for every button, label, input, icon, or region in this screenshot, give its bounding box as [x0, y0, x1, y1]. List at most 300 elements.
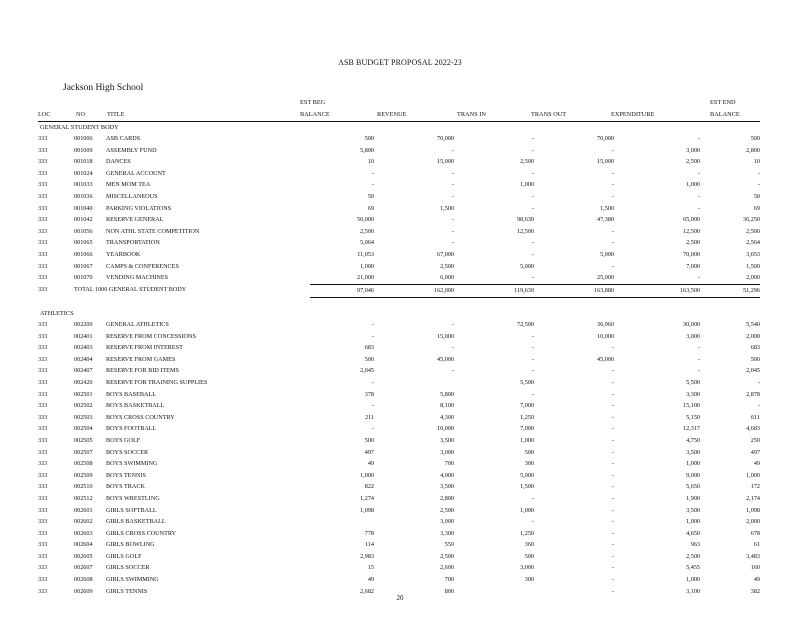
- cell-est-end-balance: -: [757, 378, 760, 386]
- cell-trans-out: -: [611, 413, 614, 421]
- cell-expenditure: 15,100: [682, 402, 700, 410]
- col-no-header: NO: [76, 111, 86, 118]
- cell-trans-out: 1,500: [600, 204, 614, 212]
- cell-est-beg-balance: 5,800: [360, 146, 374, 154]
- cell-expenditure: -: [697, 274, 700, 282]
- col-trans-out-header: TRANS OUT: [531, 111, 567, 118]
- total-expenditure: 163,500: [614, 284, 700, 296]
- col-est-end-header-line1: EST END: [710, 99, 736, 106]
- cell-revenue: 45,000: [436, 355, 454, 363]
- cell-account-no: 001040: [74, 204, 93, 212]
- cell-trans-out: 10,000: [596, 332, 614, 340]
- cell-loc: 333: [38, 321, 48, 328]
- cell-loc: 333: [38, 181, 48, 189]
- cell-expenditure: 3,000: [686, 146, 700, 154]
- cell-title: PARKING VIOLATIONS: [106, 204, 172, 212]
- cell-expenditure: 963: [690, 541, 700, 549]
- cell-est-end-balance: 50: [753, 192, 760, 200]
- cell-expenditure: 3,500: [686, 506, 700, 514]
- cell-revenue: 3,500: [440, 436, 454, 444]
- cell-account-no: 002200: [74, 321, 93, 328]
- cell-est-end-balance: 2,000: [746, 332, 760, 340]
- cell-trans-in: -: [531, 239, 534, 247]
- cell-est-beg-balance: 1,098: [360, 506, 374, 514]
- cell-title: RESERVE FROM GAMES: [106, 355, 176, 363]
- cell-est-beg-balance: 500: [364, 135, 374, 142]
- cell-est-beg-balance: 49: [367, 576, 374, 584]
- cell-account-no: 002501: [74, 390, 93, 398]
- cell-account-no: 002604: [74, 541, 93, 549]
- cell-account-no: 002601: [74, 506, 93, 514]
- cell-est-beg-balance: 2,045: [360, 367, 374, 375]
- cell-trans-out: 25,000: [596, 274, 614, 282]
- cell-title: BOYS WRESTLING: [106, 494, 160, 502]
- table-row: [38, 551, 760, 563]
- cell-revenue: -: [451, 227, 454, 235]
- table-row: [38, 400, 760, 412]
- cell-title: MEN MOM TEA: [106, 181, 151, 189]
- table-row: [38, 481, 760, 493]
- cell-loc: 333: [38, 146, 48, 154]
- cell-revenue: [374, 377, 454, 389]
- cell-revenue: 3,000: [440, 448, 454, 456]
- cell-expenditure: -: [697, 204, 700, 212]
- table-row: [38, 423, 760, 435]
- col-title-header: TITLE: [107, 111, 125, 118]
- cell-trans-in: 2,500: [520, 158, 534, 166]
- cell-loc: 333: [38, 413, 48, 421]
- cell-trans-out: -: [611, 169, 614, 177]
- cell-revenue: 5,800: [440, 390, 454, 398]
- cell-account-no: 002404: [74, 355, 93, 363]
- table-row: [38, 156, 760, 168]
- cell-trans-in: 1,250: [520, 413, 534, 421]
- cell-account-no: 002507: [74, 448, 93, 456]
- cell-revenue: -: [451, 321, 454, 328]
- cell-est-end-balance: 1,098: [746, 506, 760, 514]
- header-rule: [38, 121, 760, 122]
- athletics-table: [38, 319, 760, 597]
- table-row: [38, 412, 760, 424]
- cell-loc: 333: [38, 460, 48, 468]
- cell-revenue: 15,000: [436, 332, 454, 340]
- cell-trans-out: -: [611, 239, 614, 247]
- table-row: [38, 389, 760, 401]
- cell-title: RESERVE FOR TRAINING SUPPLIES: [106, 378, 208, 386]
- cell-trans-in: 1,250: [520, 529, 534, 537]
- col-expenditure-header: EXPENDITURE: [611, 111, 655, 118]
- table-row: [38, 226, 760, 238]
- cell-account-no: 001070: [74, 274, 93, 282]
- table-row: [38, 447, 760, 459]
- cell-title: BOYS SWIMMING: [106, 460, 158, 468]
- cell-trans-out: -: [611, 564, 614, 572]
- cell-trans-out: -: [611, 518, 614, 526]
- cell-loc: 333: [38, 216, 48, 224]
- cell-expenditure: 1,900: [686, 494, 700, 502]
- cell-title: GIRLS SWIMMING: [106, 576, 159, 584]
- cell-revenue: 1,500: [440, 204, 454, 212]
- cell-title: TRANSPORTATION: [106, 239, 160, 247]
- cell-expenditure: 3,100: [686, 587, 700, 595]
- table-row: [38, 133, 760, 145]
- cell-est-end-balance: 2,500: [746, 227, 760, 235]
- cell-trans-in: 5,000: [520, 471, 534, 479]
- cell-loc: 333: [38, 518, 48, 526]
- cell-loc: 333: [38, 494, 48, 502]
- cell-revenue: 2,500: [440, 552, 454, 560]
- col-est-beg-header-line2: BALANCE: [300, 111, 330, 118]
- cell-est-end-balance: 3,483: [746, 552, 760, 560]
- cell-trans-out: -: [611, 494, 614, 502]
- cell-expenditure: -: [697, 367, 700, 375]
- cell-trans-out: -: [611, 541, 614, 549]
- cell-revenue: 700: [444, 460, 454, 468]
- cell-title: BOYS BASEBALL: [106, 390, 157, 398]
- cell-loc: 333: [38, 436, 48, 444]
- table-row: [38, 272, 760, 284]
- cell-est-beg-balance: 778: [364, 529, 374, 537]
- cell-trans-in: 98,630: [516, 216, 534, 224]
- cell-loc: 333: [38, 552, 48, 560]
- cell-expenditure: 5,150: [686, 413, 700, 421]
- cell-title: BOYS TRACK: [106, 483, 145, 491]
- cell-loc: 333: [38, 576, 48, 584]
- cell-title: ASB CARDS: [106, 135, 141, 142]
- cell-account-no: 002508: [74, 460, 93, 468]
- cell-account-no: 002510: [74, 483, 93, 491]
- general-student-body-table: [38, 133, 760, 296]
- table-row: [38, 354, 760, 366]
- cell-trans-out: -: [611, 483, 614, 491]
- table-row: [38, 214, 760, 226]
- cell-est-beg-balance: 2,500: [360, 227, 374, 235]
- cell-account-no: 002512: [74, 494, 93, 502]
- cell-account-no: 002605: [74, 552, 93, 560]
- table-row: [38, 528, 760, 540]
- cell-est-end-balance: 160: [750, 564, 760, 572]
- cell-expenditure: 2,500: [686, 158, 700, 166]
- cell-loc: 333: [38, 158, 48, 166]
- cell-est-end-balance: 69: [753, 204, 760, 212]
- cell-loc: 333: [38, 587, 48, 595]
- cell-trans-in: -: [531, 135, 534, 142]
- cell-est-beg-balance: -: [371, 181, 374, 189]
- table-row: [38, 493, 760, 505]
- cell-trans-out: -: [611, 471, 614, 479]
- cell-account-no: 002504: [74, 425, 93, 433]
- section-heading-general: GENERAL STUDENT BODY: [40, 124, 119, 131]
- cell-trans-in: 5,000: [520, 262, 534, 270]
- cell-trans-in: 360: [524, 541, 534, 549]
- cell-loc: 333: [38, 355, 48, 363]
- cell-revenue: -: [451, 181, 454, 189]
- cell-account-no: 001009: [74, 146, 93, 154]
- cell-revenue: 3,300: [440, 529, 454, 537]
- cell-est-beg-balance: -: [371, 321, 374, 328]
- table-row: [38, 377, 760, 389]
- cell-expenditure: 1,000: [686, 460, 700, 468]
- cell-trans-out: -: [611, 436, 614, 444]
- cell-title: RESERVE FROM INTEREST: [106, 344, 183, 352]
- cell-revenue: 3,500: [440, 483, 454, 491]
- cell-loc: 333: [38, 564, 48, 572]
- cell-est-end-balance: 2,564: [746, 239, 760, 247]
- cell-trans-out: -: [611, 192, 614, 200]
- total-label: TOTAL 1000 GENERAL STUDENT BODY: [74, 286, 187, 294]
- cell-title: GENERAL ATHLETICS: [106, 321, 169, 328]
- cell-est-end-balance: 611: [750, 413, 760, 421]
- cell-trans-out: 45,000: [596, 355, 614, 363]
- cell-account-no: 001018: [74, 158, 93, 166]
- cell-title: BOYS BASKETBALL: [106, 402, 165, 410]
- cell-loc: 333: [38, 274, 48, 282]
- cell-trans-in: 500: [524, 552, 534, 560]
- cell-trans-out: 47,380: [596, 216, 614, 224]
- school-name: Jackson High School: [63, 83, 144, 93]
- cell-est-end-balance: 4,683: [746, 425, 760, 433]
- table-row: [38, 168, 760, 180]
- cell-account-no: 001006: [74, 135, 93, 142]
- cell-account-no: 001066: [74, 250, 93, 258]
- cell-trans-out: -: [611, 587, 614, 595]
- cell-trans-in: 1,000: [520, 506, 534, 514]
- total-bottom-rule: [310, 297, 760, 298]
- cell-expenditure: 5,455: [686, 564, 700, 572]
- cell-loc: 333: [38, 506, 48, 514]
- cell-est-end-balance: 1,000: [746, 471, 760, 479]
- cell-account-no: 001024: [74, 169, 93, 177]
- cell-trans-in: -: [531, 169, 534, 177]
- cell-expenditure: 9,000: [686, 471, 700, 479]
- cell-loc: 333: [38, 204, 48, 212]
- cell-trans-out: -: [611, 181, 614, 189]
- cell-trans-out: -: [611, 262, 614, 270]
- col-trans-in-header: TRANS IN: [457, 111, 486, 118]
- cell-loc: 333: [38, 192, 48, 200]
- cell-trans-out: -: [611, 227, 614, 235]
- cell-trans-out: 5,000: [600, 250, 614, 258]
- cell-est-beg-balance: -: [371, 402, 374, 410]
- cell-account-no: 002420: [74, 378, 93, 386]
- cell-trans-in: -: [531, 204, 534, 212]
- cell-trans-in: -: [531, 192, 534, 200]
- cell-title: BOYS CROSS COUNTRY: [106, 413, 175, 421]
- report-title: ASB BUDGET PROPOSAL 2022-23: [338, 58, 462, 67]
- total-est-beg-balance: 97,046: [310, 284, 374, 296]
- cell-revenue: 800: [444, 587, 454, 595]
- cell-est-beg-balance: 10: [367, 158, 374, 166]
- cell-loc: 333: [38, 402, 48, 410]
- cell-loc: 333: [38, 425, 48, 433]
- cell-expenditure: -: [697, 344, 700, 352]
- cell-loc: 333: [38, 390, 48, 398]
- cell-trans-in: 5,500: [520, 378, 534, 386]
- cell-est-beg-balance: 15: [367, 564, 374, 572]
- cell-expenditure: 65,000: [682, 216, 700, 224]
- cell-est-beg-balance: -: [371, 378, 374, 386]
- cell-loc: 333: [38, 262, 48, 270]
- col-est-end-header-line2: BALANCE: [710, 111, 740, 118]
- col-revenue-header: REVENUE: [377, 111, 407, 118]
- cell-est-beg-balance: 50: [367, 192, 374, 200]
- cell-revenue: 70,000: [436, 135, 454, 142]
- cell-revenue: 67,000: [436, 250, 454, 258]
- cell-trans-out: -: [611, 460, 614, 468]
- cell-est-beg-balance: 50,000: [356, 216, 374, 224]
- cell-trans-in: -: [531, 344, 534, 352]
- cell-account-no: 002609: [74, 587, 93, 595]
- cell-est-end-balance: 2,045: [746, 367, 760, 375]
- cell-est-beg-balance: 1,000: [360, 471, 374, 479]
- cell-loc: 333: [38, 286, 48, 294]
- cell-expenditure: 4,650: [686, 529, 700, 537]
- cell-title: BOYS GOLF: [106, 436, 141, 444]
- cell-loc: 333: [38, 529, 48, 537]
- cell-account-no: 001056: [74, 227, 93, 235]
- table-row: [38, 365, 760, 377]
- cell-est-end-balance: -: [757, 402, 760, 410]
- table-row: [38, 562, 760, 574]
- cell-account-no: 002509: [74, 471, 93, 479]
- table-row: [38, 331, 760, 343]
- cell-title: RESERVE GENERAL: [106, 216, 164, 224]
- table-row: [38, 505, 760, 517]
- cell-loc: 333: [38, 471, 48, 479]
- cell-revenue: 8,100: [440, 402, 454, 410]
- total-trans-out: 163,880: [534, 284, 614, 296]
- cell-trans-in: 300: [524, 576, 534, 584]
- cell-est-end-balance: 382: [750, 587, 760, 595]
- table-row: [38, 516, 760, 528]
- cell-title: RESERVE FOR BID ITEMS: [106, 367, 179, 375]
- cell-est-end-balance: 2,174: [746, 494, 760, 502]
- cell-title: GIRLS BASKETBALL: [106, 518, 166, 526]
- cell-revenue: 700: [444, 576, 454, 584]
- cell-expenditure: 4,750: [686, 436, 700, 444]
- total-revenue: 162,000: [374, 284, 454, 296]
- section-heading-athletics: ATHLETICS: [40, 310, 74, 317]
- cell-account-no: 002502: [74, 402, 93, 410]
- cell-title: GIRLS SOFTBALL: [106, 506, 157, 514]
- cell-trans-out: 36,960: [596, 321, 614, 328]
- cell-expenditure: 30,000: [682, 321, 700, 328]
- cell-title: CAMPS & CONFERENCES: [106, 262, 179, 270]
- table-row: [38, 249, 760, 261]
- cell-est-beg-balance: 114: [364, 541, 374, 549]
- cell-trans-in: 500: [524, 448, 534, 456]
- cell-est-beg-balance: 1,000: [360, 262, 374, 270]
- table-row: [38, 458, 760, 470]
- cell-expenditure: 3,000: [686, 332, 700, 340]
- cell-title: VENDING MACHINES: [106, 274, 169, 282]
- cell-trans-out: -: [611, 344, 614, 352]
- cell-trans-out: -: [611, 552, 614, 560]
- cell-est-beg-balance: 2,983: [360, 552, 374, 560]
- cell-est-beg-balance: 21,000: [356, 274, 374, 282]
- cell-est-end-balance: 172: [750, 483, 760, 491]
- cell-est-beg-balance: 500: [364, 355, 374, 363]
- cell-trans-out: 15,000: [596, 158, 614, 166]
- col-est-beg-header-line1: EST BEG: [300, 99, 326, 106]
- cell-est-beg-balance: -: [371, 425, 374, 433]
- cell-title: ASSEMBLY FUND: [106, 146, 157, 154]
- cell-est-beg-balance: 1,274: [360, 494, 374, 502]
- cell-est-end-balance: -: [757, 169, 760, 177]
- cell-trans-in: 1,500: [520, 483, 534, 491]
- cell-est-end-balance: 61: [753, 541, 760, 549]
- cell-account-no: 002607: [74, 564, 93, 572]
- cell-loc: 333: [38, 448, 48, 456]
- table-row: [38, 435, 760, 447]
- cell-est-beg-balance: 5,064: [360, 239, 374, 247]
- cell-est-beg-balance: 822: [364, 483, 374, 491]
- cell-trans-in: 12,500: [516, 227, 534, 235]
- cell-trans-in: -: [531, 250, 534, 258]
- cell-account-no: 001036: [74, 192, 93, 200]
- table-row: [38, 574, 760, 586]
- cell-title: RESERVE FROM CONCESSIONS: [106, 332, 196, 340]
- cell-title: GENERAL ACCOUNT: [106, 169, 166, 177]
- table-row: [38, 470, 760, 482]
- cell-title: YEARBOOK: [106, 250, 141, 258]
- cell-est-end-balance: -: [757, 181, 760, 189]
- cell-trans-out: -: [611, 402, 614, 410]
- cell-est-end-balance: 250: [750, 436, 760, 444]
- cell-title: MISCELLANEOUS: [106, 192, 158, 200]
- cell-trans-in: -: [531, 146, 534, 154]
- cell-est-end-balance: 678: [750, 529, 760, 537]
- cell-loc: 333: [38, 227, 48, 235]
- cell-trans-in: 1,000: [520, 181, 534, 189]
- cell-est-end-balance: 3,053: [746, 250, 760, 258]
- cell-revenue: -: [451, 367, 454, 375]
- col-loc-header: LOC: [38, 111, 51, 118]
- cell-loc: 333: [38, 367, 48, 375]
- cell-revenue: 2,500: [440, 506, 454, 514]
- cell-est-end-balance: 500: [750, 355, 760, 363]
- table-row: [38, 261, 760, 273]
- cell-revenue: -: [451, 192, 454, 200]
- cell-title: BOYS SOCCER: [106, 448, 149, 456]
- page-number: 20: [396, 594, 404, 602]
- cell-loc: 333: [38, 378, 48, 386]
- cell-expenditure: -: [697, 192, 700, 200]
- cell-expenditure: 2,500: [686, 552, 700, 560]
- cell-est-beg-balance: 11,053: [357, 250, 374, 258]
- cell-trans-in: 3,000: [520, 564, 534, 572]
- cell-loc: 333: [38, 332, 48, 340]
- cell-trans-in: 1,000: [520, 436, 534, 444]
- cell-expenditure: 12,500: [682, 227, 700, 235]
- cell-est-end-balance: 500: [750, 135, 760, 142]
- cell-account-no: 002608: [74, 576, 93, 584]
- cell-trans-in: -: [531, 332, 534, 340]
- table-row: [38, 319, 760, 331]
- cell-title: GIRLS TENNIS: [106, 587, 148, 595]
- cell-loc: 333: [38, 483, 48, 491]
- cell-title: BOYS TENNIS: [106, 471, 146, 479]
- cell-expenditure: 3,300: [686, 390, 700, 398]
- cell-est-end-balance: 1,500: [746, 262, 760, 270]
- cell-est-end-balance: 683: [750, 344, 760, 352]
- table-row: [38, 145, 760, 157]
- table-row: [38, 237, 760, 249]
- cell-title: GIRLS SOCCER: [106, 564, 150, 572]
- cell-title: DANCES: [106, 158, 131, 166]
- cell-est-beg-balance: 497: [364, 448, 374, 456]
- cell-account-no: 002603: [74, 529, 93, 537]
